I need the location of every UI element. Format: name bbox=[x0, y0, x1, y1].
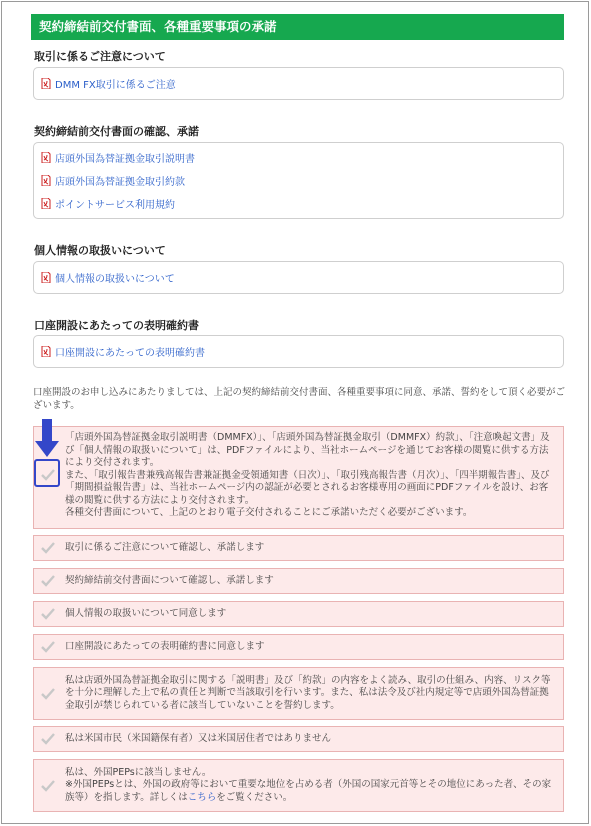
check-icon bbox=[41, 575, 55, 587]
section-box-declaration bbox=[33, 335, 564, 368]
doc-link-label: ポイントサービス利用規約 bbox=[55, 200, 175, 211]
agreement-text: 口座開設にあたっての表明確約書に同意します bbox=[65, 640, 265, 652]
check-icon bbox=[41, 641, 55, 653]
arrow-down-icon bbox=[35, 419, 59, 459]
intro-text: 口座開設のお申し込みにあたりましては、上記の契約締結前交付書面、各種重要事項に同意、承諾、誓約をして頂く必要がございます。 bbox=[33, 387, 566, 411]
pdf-icon bbox=[41, 152, 51, 163]
section-box-notes bbox=[33, 67, 564, 100]
doc-link-terms[interactable] bbox=[34, 169, 563, 192]
page-header: 契約締結前交付書面、各種重要事項の承諾 bbox=[31, 14, 564, 40]
agreement-us-person[interactable] bbox=[33, 726, 564, 752]
section-box-privacy bbox=[33, 261, 564, 294]
check-icon bbox=[41, 688, 55, 700]
agreement-text: 個人情報の取扱いについて同意します bbox=[65, 607, 227, 619]
checkbox-privacy[interactable] bbox=[39, 605, 57, 623]
doc-link-privacy[interactable] bbox=[34, 266, 563, 289]
agreement-risk-understanding[interactable] bbox=[33, 667, 564, 720]
pdf-icon bbox=[41, 346, 51, 357]
doc-link-label: DMM FX取引に係るご注意 bbox=[55, 80, 176, 91]
doc-link-fx-notes[interactable] bbox=[34, 72, 563, 95]
pdf-icon bbox=[41, 78, 51, 89]
agreement-declaration[interactable] bbox=[33, 634, 564, 660]
section-title-pre-contract: 契約締結前交付書面の確認、承諾 bbox=[34, 125, 199, 138]
check-icon bbox=[41, 733, 55, 745]
checkbox-risk-understanding[interactable] bbox=[39, 685, 57, 703]
checkbox-us-person[interactable] bbox=[39, 730, 57, 748]
agreement-pre-contract[interactable] bbox=[33, 568, 564, 594]
agreement-electronic-delivery[interactable] bbox=[33, 426, 564, 529]
checkbox-declaration[interactable] bbox=[39, 638, 57, 656]
checkbox-pre-contract[interactable] bbox=[39, 572, 57, 590]
check-icon bbox=[41, 780, 55, 792]
agreement-text-after: をご覧ください。 bbox=[216, 791, 293, 803]
agreement-text: 契約締結前交付書面について確認し、承諾します bbox=[65, 574, 274, 586]
pdf-icon bbox=[41, 198, 51, 209]
doc-link-label: 店頭外国為替証拠金取引約款 bbox=[55, 177, 185, 188]
checkbox-highlight bbox=[34, 459, 60, 487]
page-frame bbox=[1, 1, 589, 824]
agreement-text: 私は米国市民（米国籍保有者）又は米国居住者ではありません bbox=[65, 732, 332, 744]
doc-link-declaration[interactable] bbox=[34, 340, 563, 363]
doc-link-explanation[interactable] bbox=[34, 146, 563, 169]
doc-link-label: 個人情報の取扱いについて bbox=[55, 274, 175, 285]
agreement-text: 私は店頭外国為替証拠金取引に関する「説明書」及び「約款」の内容をよく読み、取引の仕組み、内容、リスク等を十分に理解した上で私の責任と判断で当該取引を行います。また、私は法令及び社内規定等で店頭外国為替証拠金取引が禁じられている者に該当していないことを誓約します。 bbox=[65, 674, 551, 711]
checkbox-notes[interactable] bbox=[39, 539, 57, 557]
agreement-foreign-peps[interactable] bbox=[33, 759, 564, 812]
doc-link-point-service[interactable] bbox=[34, 192, 563, 215]
doc-link-label: 店頭外国為替証拠金取引説明書 bbox=[55, 154, 195, 165]
check-icon bbox=[41, 608, 55, 620]
check-icon bbox=[41, 542, 55, 554]
pdf-icon bbox=[41, 272, 51, 283]
agreement-text: 「店頭外国為替証拠金取引説明書（DMMFX）」、「店頭外国為替証拠金取引（DMMFX）約款」、「注意喚起文書」及び「個人情報の取扱いについて」は、PDFファイルにより、当社ホームページを通じてお客様の閲覧に供する方法により交付されます。 また、「取引報告書兼残高報告書兼証拠金受領通知書（日次）」、「取引残高報告書（月次）」、「四半期報告書」、及び「期間損益報告書」は、当社ホームページ内の認証が必要とされるお客様専用の画面にPDFファイルを設け、お客様の閲覧に供する方法により交付されます。 各種交付書面について、上記のとおり電子交付されることにご承諾いただく必要がございます。 bbox=[65, 432, 550, 518]
section-box-pre-contract bbox=[33, 142, 564, 219]
agreement-notes[interactable] bbox=[33, 535, 564, 561]
agreement-text bbox=[65, 767, 563, 805]
checkbox-foreign-peps[interactable] bbox=[39, 777, 57, 795]
section-title-privacy: 個人情報の取扱いについて bbox=[34, 244, 166, 257]
pdf-icon bbox=[41, 175, 51, 186]
doc-link-label: 口座開設にあたっての表明確約書 bbox=[55, 348, 205, 359]
agreement-privacy[interactable] bbox=[33, 601, 564, 627]
agreement-text: 取引に係るご注意について確認し、承諾します bbox=[65, 541, 265, 553]
section-title-notes: 取引に係るご注意について bbox=[34, 50, 166, 63]
section-title-declaration: 口座開設にあたっての表明確約書 bbox=[34, 319, 199, 332]
agreement-text-before: 私は、外国PEPsに該当しません。 ※外国PEPsとは、外国の政府等において重要な地位を占める者（外国の国家元首等とその地位にあった者、その家族等）を指します。詳しくは bbox=[65, 766, 552, 803]
details-link[interactable]: こちら bbox=[187, 791, 217, 803]
